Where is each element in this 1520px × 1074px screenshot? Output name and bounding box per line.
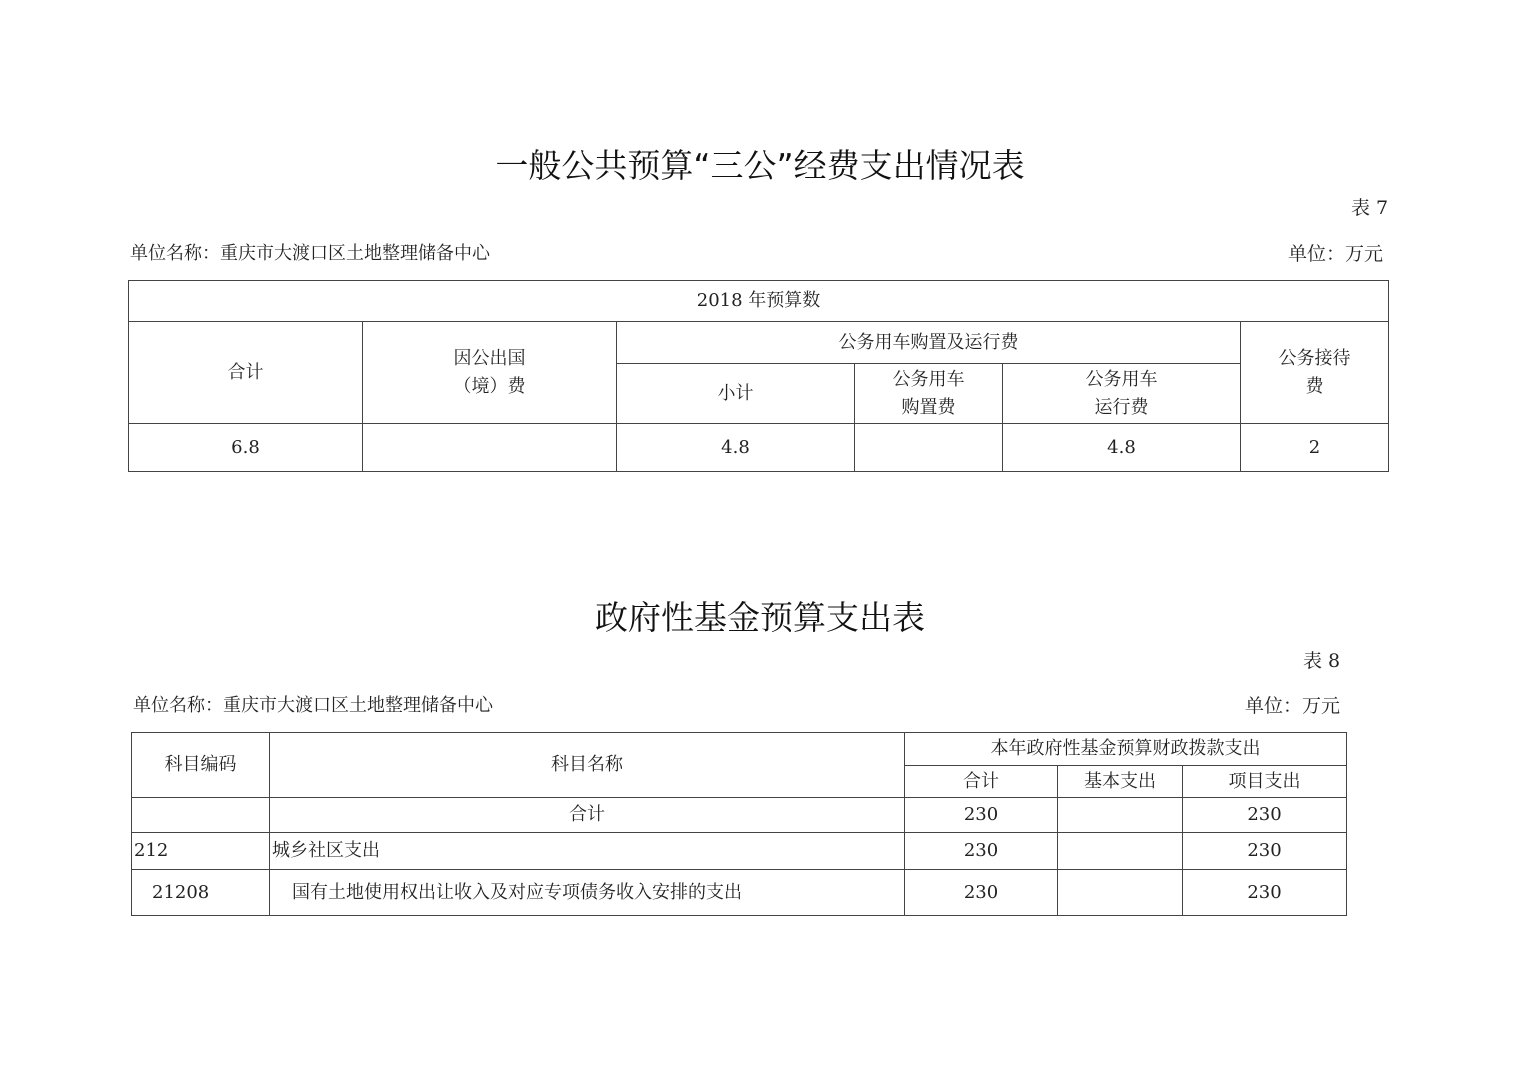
table7-unit-name: 单位名称：重庆市大渡口区土地整理储备中心 bbox=[130, 243, 490, 264]
table7-budget-year: 2018 年预算数 bbox=[129, 281, 1389, 322]
table7-cell-subtotal: 4.8 bbox=[617, 424, 855, 472]
table7-title: 一般公共预算“三公”经费支出情况表 bbox=[495, 146, 1025, 185]
table7-number: 表 7 bbox=[1351, 197, 1389, 219]
table7-cell-total: 6.8 bbox=[129, 424, 363, 472]
table-row bbox=[129, 424, 1389, 472]
table7 bbox=[128, 280, 1389, 472]
table8-cell-code: 21208 bbox=[132, 870, 270, 916]
table7-header-reception: 公务接待 费 bbox=[1241, 322, 1389, 424]
table7-cell-car-purchase bbox=[855, 424, 1003, 472]
table8-header-total: 合计 bbox=[905, 766, 1058, 798]
table8-cell-project: 230 bbox=[1183, 798, 1347, 833]
table8-header-project: 项目支出 bbox=[1183, 766, 1347, 798]
table8-cell-name: 合计 bbox=[270, 798, 905, 833]
table8-cell-project: 230 bbox=[1183, 833, 1347, 870]
table8-cell-code bbox=[132, 798, 270, 833]
table8-title: 政府性基金预算支出表 bbox=[595, 598, 925, 637]
table7-cell-abroad bbox=[363, 424, 617, 472]
table8-cell-code: 212 bbox=[132, 833, 270, 870]
table-row bbox=[132, 870, 1347, 916]
table8-unit-name: 单位名称：重庆市大渡口区土地整理储备中心 bbox=[133, 695, 493, 716]
table7-header-abroad: 因公出国 （境）费 bbox=[363, 322, 617, 424]
table8-number: 表 8 bbox=[1303, 650, 1341, 672]
table8-cell-basic bbox=[1058, 798, 1183, 833]
table8-cell-name: 国有土地使用权出让收入及对应专项债务收入安排的支出 bbox=[270, 870, 905, 916]
table8-cell-total: 230 bbox=[905, 798, 1058, 833]
table7-cell-reception: 2 bbox=[1241, 424, 1389, 472]
table7-cell-car-run: 4.8 bbox=[1003, 424, 1241, 472]
table8-header-basic: 基本支出 bbox=[1058, 766, 1183, 798]
table8-cell-basic bbox=[1058, 833, 1183, 870]
table8-cell-total: 230 bbox=[905, 833, 1058, 870]
table7-header-car-purchase: 公务用车 购置费 bbox=[855, 364, 1003, 424]
table8-cell-name: 城乡社区支出 bbox=[270, 833, 905, 870]
table7-header-car-run: 公务用车 运行费 bbox=[1003, 364, 1241, 424]
table-row bbox=[132, 798, 1347, 833]
table8-header-name: 科目名称 bbox=[270, 733, 905, 798]
table7-unit: 单位：万元 bbox=[1288, 243, 1384, 265]
table7-header-total: 合计 bbox=[129, 322, 363, 424]
table7-header-car-group: 公务用车购置及运行费 bbox=[617, 322, 1241, 364]
table-row bbox=[132, 833, 1347, 870]
table8-header-group: 本年政府性基金预算财政拨款支出 bbox=[905, 733, 1347, 766]
table7-header-subtotal: 小计 bbox=[617, 364, 855, 424]
table8-cell-basic bbox=[1058, 870, 1183, 916]
table8-header-code: 科目编码 bbox=[132, 733, 270, 798]
table8 bbox=[131, 732, 1347, 916]
table8-cell-project: 230 bbox=[1183, 870, 1347, 916]
table8-unit: 单位：万元 bbox=[1245, 695, 1341, 717]
table8-cell-total: 230 bbox=[905, 870, 1058, 916]
